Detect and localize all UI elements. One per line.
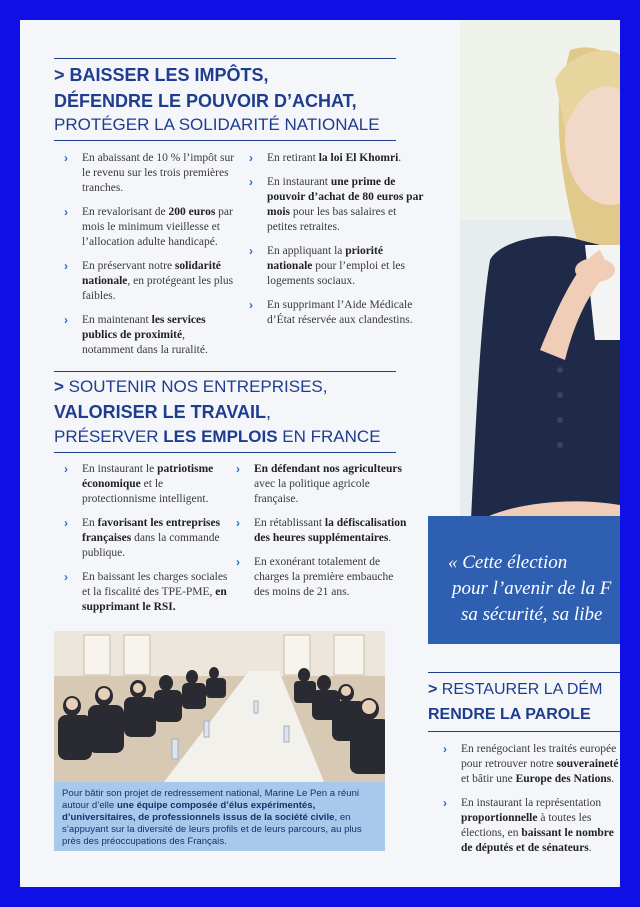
section2-left-list xyxy=(64,462,232,624)
list-item: › En supprimant l’Aide Médicale d’État réservée aux clandestins. xyxy=(249,298,413,326)
section3-heading-line1: > RESTAURER LA DÉM xyxy=(428,681,603,698)
list-item: › En préservant notre solidarité nationale, en protégeant les plus faibles. xyxy=(64,259,234,302)
meeting-photo-illustration xyxy=(54,631,385,782)
list-item: › En renégociant les traités europée pour retrouver notre souveraineté et bâtir une Europe des Nations. xyxy=(443,742,619,785)
section2-heading-line3: PRÉSERVER LES EMPLOIS EN FRANCE xyxy=(54,427,381,446)
section1-top-rule xyxy=(54,58,396,59)
section2-heading-line1: > SOUTENIR NOS ENTREPRISES, xyxy=(54,377,328,396)
section1-bottom-rule xyxy=(54,140,396,141)
quote-line2: pour l’avenir de la F xyxy=(452,578,612,599)
list-item: › En instaurant le patriotisme économique et le protectionnisme intelligent. xyxy=(64,462,214,505)
section3-list xyxy=(443,742,620,865)
section1-heading-line2: DÉFENDRE LE POUVOIR D’ACHAT, xyxy=(54,91,357,111)
list-item: › En instaurant la représentation proportionnelle à toutes les élections, en baissant le nombre de députés et de sénateurs. xyxy=(443,796,614,854)
list-item: › En rétablissant la défiscalisation des heures supplémentaires. xyxy=(236,516,407,544)
candidate-portrait-illustration xyxy=(460,20,620,540)
list-item: › En maintenant les services publics de proximité, notamment dans la ruralité. xyxy=(64,313,208,356)
section1-heading-line1: > BAISSER LES IMPÔTS, xyxy=(54,65,269,85)
quote-line1: « Cette élection xyxy=(448,552,568,573)
quote-box xyxy=(428,516,620,644)
section1-heading-line3: PROTÉGER LA SOLIDARITÉ NATIONALE xyxy=(54,115,380,134)
section1-right-list xyxy=(249,151,424,337)
list-item: › En défendant nos agriculteurs avec la politique agricole française. xyxy=(236,462,402,505)
section3-bottom-rule xyxy=(428,731,620,732)
leaflet-page xyxy=(20,20,620,887)
list-item: › En instaurant une prime de pouvoir d’achat de 80 euros par mois pour les bas salaires et petites retraites. xyxy=(249,175,424,233)
section2-bottom-rule xyxy=(54,452,396,453)
list-item: › En exonérant totalement de charges la première embauche des moins de 21 ans. xyxy=(236,555,394,598)
candidate-portrait xyxy=(460,20,620,540)
list-item: › En baissant les charges sociales et la fiscalité des TPE-PME, en supprimant le RSI. xyxy=(64,570,228,613)
section1-left-list xyxy=(64,151,239,367)
section3-heading-line2: RENDRE LA PAROLE xyxy=(428,706,591,723)
section2-right-list xyxy=(236,462,408,609)
list-item: › En revalorisant de 200 euros par mois le minimum vieillesse et l’allocation adulte handicapé. xyxy=(64,205,233,248)
meeting-photo xyxy=(54,631,385,782)
section2-top-rule xyxy=(54,371,396,372)
section2-heading-line2: VALORISER LE TRAVAIL, xyxy=(54,402,272,422)
list-item: › En favorisant les entreprises françaises dans la commande publique. xyxy=(64,516,221,559)
list-item: › En retirant la loi El Khomri. xyxy=(249,151,402,165)
list-item: › En appliquant la priorité nationale pour l’emploi et les logements sociaux. xyxy=(249,244,405,287)
photo-caption: Pour bâtir son projet de redressement national, Marine Le Pen a réuni autour d’elle une équipe composée d’élus expérimentés, d’universitaires, de professionnels issus de la société civile, en s’appuyant sur la diversité de leurs profils et de leurs parcours, au plus près des préoccupations des Français. xyxy=(54,782,385,851)
list-item: › En abaissant de 10 % l’impôt sur le revenu sur les trois premières tranches. xyxy=(64,151,235,194)
quote-line3: sa sécurité, sa libe xyxy=(461,604,603,625)
section3-top-rule xyxy=(428,672,620,673)
